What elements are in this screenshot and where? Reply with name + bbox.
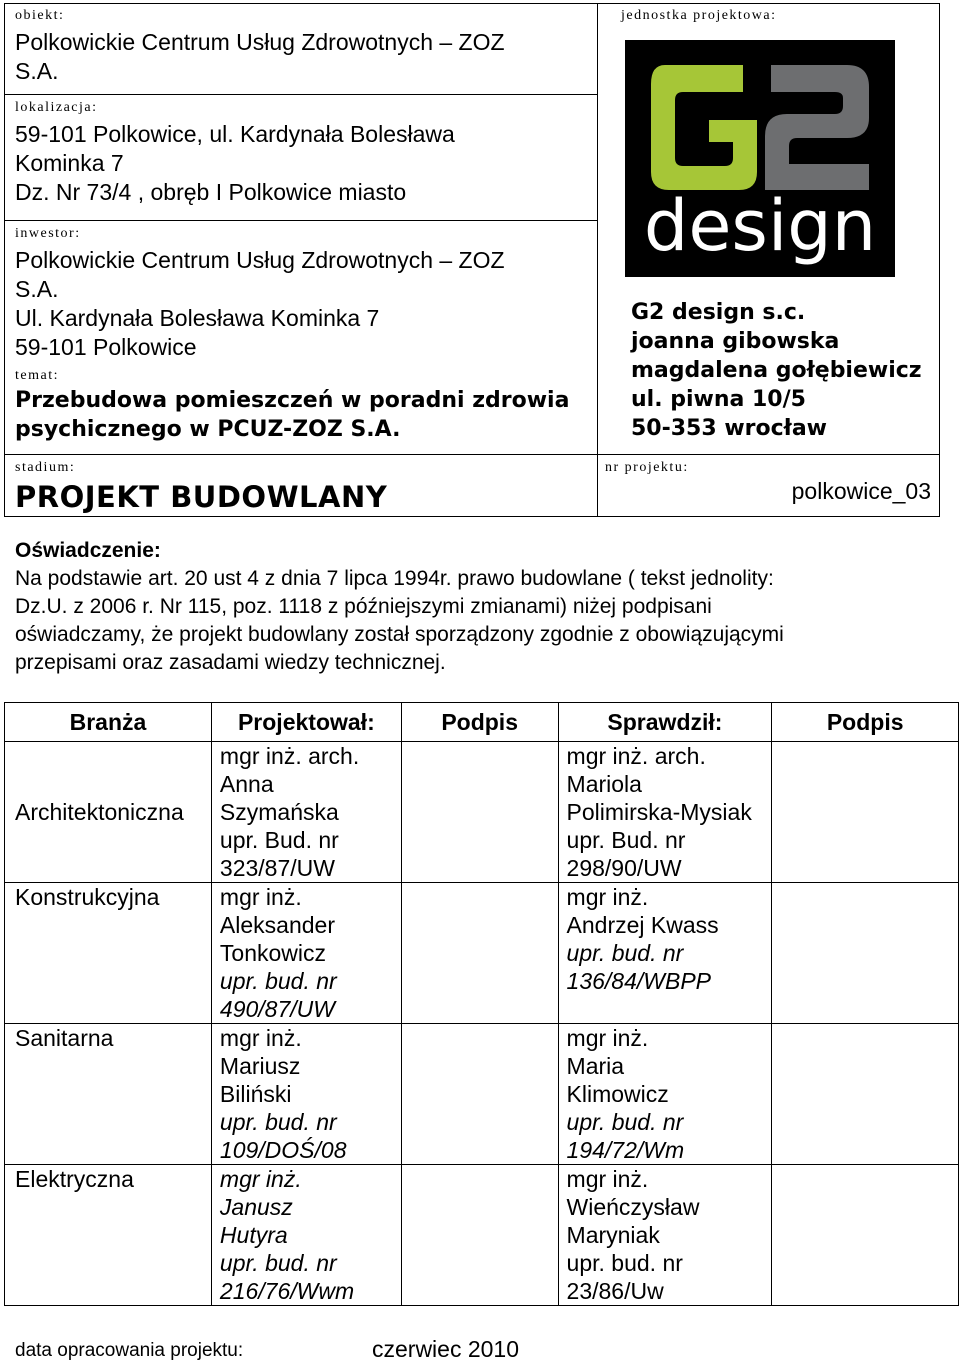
nr-projektu-value: polkowice_03 <box>791 478 931 504</box>
company-line: ul. piwna 10/5 <box>631 387 806 412</box>
projektowal-cell <box>211 883 401 1024</box>
lokalizacja-section <box>15 100 590 207</box>
company-line: magdalena gołębiewicz <box>631 358 922 383</box>
person-line: 323/87/UW <box>219 855 335 881</box>
person-line: mgr inż. <box>566 1025 649 1051</box>
company-line: 50-353 wrocław <box>631 416 827 441</box>
oswiadczenie-line: przepisami oraz zasadami wiedzy technicznej. <box>15 651 446 674</box>
branza-cell: Architektoniczna <box>5 742 212 883</box>
person-line: mgr inż. <box>566 884 649 910</box>
projektowal-cell <box>211 742 401 883</box>
footer-date: czerwiec 2010 <box>372 1336 520 1362</box>
branza-cell: Konstrukcyjna <box>5 883 212 1024</box>
person-line: Anna <box>219 771 274 797</box>
inwestor-label: inwestor: <box>15 226 81 241</box>
podpis-cell <box>401 742 558 883</box>
inwestor-line: Polkowickie Centrum Usług Zdrowotnych – ZOZ <box>15 247 505 273</box>
podpis-cell <box>772 883 959 1024</box>
sprawdzil-cell <box>558 1024 772 1165</box>
row-divider <box>5 454 939 455</box>
header-podpis: Podpis <box>772 703 959 742</box>
company-line: G2 design s.c. <box>631 300 806 325</box>
inwestor-line: 59-101 Polkowice <box>15 334 197 360</box>
person-line: 298/90/UW <box>566 855 682 881</box>
footer-label: data opracowania projektu: <box>15 1340 244 1361</box>
person-line: 490/87/UW <box>219 996 335 1022</box>
person-line: upr. bud. nr <box>566 1250 683 1276</box>
person-line: upr. bud. nr <box>219 1250 337 1276</box>
podpis-cell <box>401 883 558 1024</box>
person-line: Biliński <box>219 1081 292 1107</box>
projektowal-cell <box>211 1024 401 1165</box>
person-line: Klimowicz <box>566 1081 669 1107</box>
person-line: upr. bud. nr <box>566 1109 684 1135</box>
projektowal-cell <box>211 1165 401 1306</box>
sprawdzil-cell <box>558 1165 772 1306</box>
row-divider <box>5 94 597 95</box>
obiekt-label: obiekt: <box>15 8 65 23</box>
lokalizacja-label: lokalizacja: <box>15 100 98 115</box>
podpis-cell <box>772 742 959 883</box>
temat-section <box>15 368 590 444</box>
table-header-row <box>5 703 959 742</box>
person-line: mgr inż. <box>219 1166 302 1192</box>
header-branza: Branża <box>5 703 212 742</box>
jednostka-label: jednostka projektowa: <box>621 8 777 23</box>
person-line: upr. Bud. nr <box>219 827 339 853</box>
sprawdzil-cell <box>558 742 772 883</box>
oswiadczenie-line: oświadczamy, że projekt budowlany został sporządzony zgodnie z obowiązującymi <box>15 623 784 646</box>
signatures-table <box>4 702 959 1306</box>
person-line: upr. Bud. nr <box>566 827 686 853</box>
person-line: Hutyra <box>219 1222 288 1248</box>
lokalizacja-line: Kominka 7 <box>15 150 124 176</box>
inwestor-line: Ul. Kardynała Bolesława Kominka 7 <box>15 305 380 331</box>
temat-line: Przebudowa pomieszczeń w poradni zdrowia <box>15 388 570 413</box>
person-line: 23/86/Uw <box>566 1278 664 1304</box>
oswiadczenie-line: Dz.U. z 2006 r. Nr 115, poz. 1118 z późniejszymi zmianami) niżej podpisani <box>15 595 712 618</box>
person-line: mgr inż. arch. <box>219 743 360 769</box>
podpis-cell <box>401 1024 558 1165</box>
column-divider <box>597 4 598 516</box>
podpis-cell <box>401 1165 558 1306</box>
person-line: Wieńczysław <box>566 1194 700 1220</box>
nr-projektu-label: nr projektu: <box>605 460 689 475</box>
person-line: Mariusz <box>219 1053 301 1079</box>
person-line: upr. bud. nr <box>219 968 337 994</box>
person-line: Janusz <box>219 1194 293 1220</box>
header-sprawdzil: Sprawdził: <box>558 703 772 742</box>
person-line: Aleksander <box>219 912 335 938</box>
person-line: Szymańska <box>219 799 339 825</box>
footer <box>15 1336 520 1362</box>
logo-design-word: design <box>643 185 877 267</box>
podpis-cell <box>772 1024 959 1165</box>
table-row <box>5 1165 959 1306</box>
obiekt-line: S.A. <box>15 58 59 84</box>
branza-cell: Elektryczna <box>5 1165 212 1306</box>
person-line: upr. bud. nr <box>219 1109 337 1135</box>
g2-design-logo <box>625 40 895 277</box>
table-row <box>5 742 959 883</box>
person-line: Mariola <box>566 771 642 797</box>
company-address <box>631 298 936 443</box>
person-line: mgr inż. arch. <box>566 743 706 769</box>
stadium-section <box>15 460 590 514</box>
inwestor-section <box>15 226 590 362</box>
oswiadczenie-section <box>15 537 945 677</box>
oswiadczenie-title: Oświadczenie: <box>15 539 161 562</box>
stadium-value: PROJEKT BUDOWLANY <box>15 480 388 514</box>
obiekt-section <box>15 8 590 86</box>
stadium-label: stadium: <box>15 460 76 475</box>
obiekt-line: Polkowickie Centrum Usług Zdrowotnych – ZOZ <box>15 29 505 55</box>
row-divider <box>5 220 597 221</box>
company-line: joanna gibowska <box>631 329 840 354</box>
person-line: Polimirska-Mysiak <box>566 799 752 825</box>
person-line: 194/72/Wm <box>566 1137 685 1163</box>
lokalizacja-line: 59-101 Polkowice, ul. Kardynała Bolesława <box>15 121 455 147</box>
inwestor-line: S.A. <box>15 276 59 302</box>
table-row <box>5 883 959 1024</box>
lokalizacja-line: Dz. Nr 73/4 , obręb I Polkowice miasto <box>15 179 407 205</box>
person-line: upr. bud. nr <box>566 940 684 966</box>
person-line: mgr inż. <box>219 1025 302 1051</box>
person-line: Maryniak <box>566 1222 660 1248</box>
temat-line: psychicznego w PCUZ-ZOZ S.A. <box>15 417 401 442</box>
header-projektowal: Projektował: <box>211 703 401 742</box>
table-row <box>5 1024 959 1165</box>
person-line: mgr inż. <box>566 1166 649 1192</box>
sprawdzil-cell <box>558 883 772 1024</box>
g2-design-logo-graphic <box>625 40 895 277</box>
person-line: mgr inż. <box>219 884 302 910</box>
person-line: Maria <box>566 1053 625 1079</box>
temat-label: temat: <box>15 368 59 383</box>
person-line: Tonkowicz <box>219 940 327 966</box>
branza-cell: Sanitarna <box>5 1024 212 1165</box>
logo-2-shape <box>765 65 869 190</box>
logo-g-shape <box>651 65 757 190</box>
person-line: 136/84/WBPP <box>566 968 711 994</box>
podpis-cell <box>772 1165 959 1306</box>
person-line: Andrzej Kwass <box>566 912 719 938</box>
header-podpis: Podpis <box>401 703 558 742</box>
person-line: 216/76/Wwm <box>219 1278 355 1304</box>
oswiadczenie-line: Na podstawie art. 20 ust 4 z dnia 7 lipca 1994r. prawo budowlane ( tekst jednolity: <box>15 567 774 590</box>
person-line: 109/DOŚ/08 <box>219 1137 347 1163</box>
